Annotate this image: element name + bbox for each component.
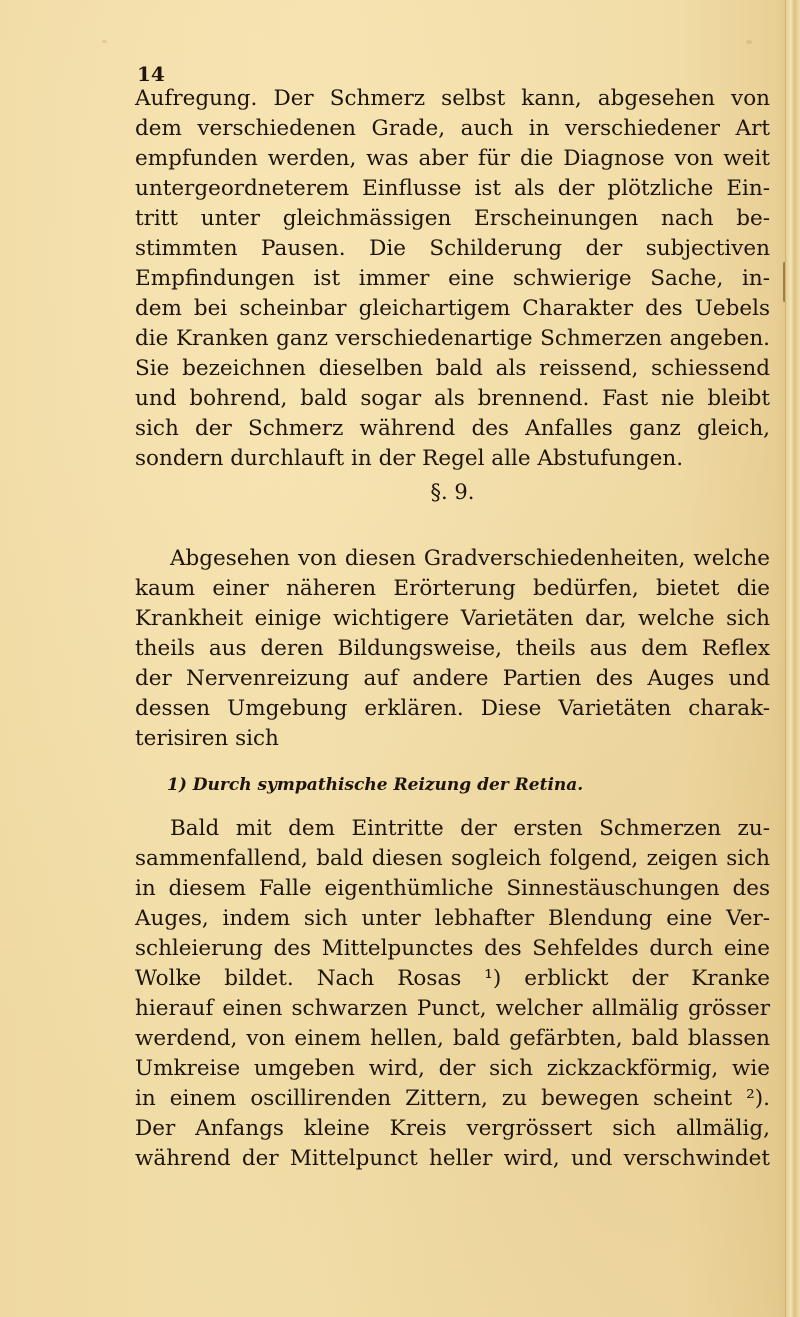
text-line: Empfindungen ist immer eine schwierige Sache, in- xyxy=(135,266,770,291)
text-line: Aufregung. Der Schmerz selbst kann, abgesehen von xyxy=(135,86,770,111)
text-line: terisiren sich xyxy=(135,726,279,751)
text-line: Bald mit dem Eintritte der ersten Schmerzen zu- xyxy=(170,816,770,841)
subsection-heading: 1) Durch sympathische Reizung der Retina. xyxy=(167,775,584,795)
page-edge xyxy=(785,0,800,1317)
text-line: Sie bezeichnen dieselben bald als reissend, schiessend xyxy=(135,356,770,381)
text-line: der Nervenreizung auf andere Partien des Auges und xyxy=(135,666,770,691)
text-line: Abgesehen von diesen Gradverschiedenheiten, welche xyxy=(170,546,770,571)
text-line: sich der Schmerz während des Anfalles ganz gleich, xyxy=(135,416,770,441)
text-line: stimmten Pausen. Die Schilderung der subjectiven xyxy=(135,236,770,261)
text-line: Krankheit einige wichtigere Varietäten dar, welche sich xyxy=(135,606,770,631)
text-line: kaum einer näheren Erörterung bedürfen, bietet die xyxy=(135,576,770,601)
text-line: dem bei scheinbar gleichartigem Charakter des Uebels xyxy=(135,296,770,321)
text-line: Umkreise umgeben wird, der sich zickzackförmig, wie xyxy=(135,1056,770,1081)
paragraph-1 xyxy=(135,84,770,474)
text-line: in diesem Falle eigenthümliche Sinnestäuschungen des xyxy=(135,876,770,901)
paper-stain xyxy=(102,40,107,43)
text-line: schleierung des Mittelpunctes des Sehfeldes durch eine xyxy=(135,936,770,961)
text-line: in einem oscillirenden Zittern, zu bewegen scheint ²). xyxy=(135,1086,770,1111)
section-heading: §. 9. xyxy=(430,480,475,504)
text-line: tritt unter gleichmässigen Erscheinungen nach be- xyxy=(135,206,770,231)
paragraph-3 xyxy=(135,814,770,1174)
text-line: empfunden werden, was aber für die Diagnose von weit xyxy=(135,146,770,171)
text-line: sammenfallend, bald diesen sogleich folgend, zeigen sich xyxy=(135,846,770,871)
text-line: hierauf einen schwarzen Punct, welcher allmälig grösser xyxy=(135,996,770,1021)
text-line: Der Anfangs kleine Kreis vergrössert sich allmälig, xyxy=(135,1116,770,1141)
text-line: werdend, von einem hellen, bald gefärbten, bald blassen xyxy=(135,1026,770,1051)
text-line: sondern durchlauft in der Regel alle Abstufungen. xyxy=(135,446,684,471)
text-line: dessen Umgebung erklären. Diese Varietäten charak- xyxy=(135,696,770,721)
text-line: theils aus deren Bildungsweise, theils aus dem Reflex xyxy=(135,636,770,661)
text-line: während der Mittelpunct heller wird, und verschwindet xyxy=(135,1146,770,1171)
text-line: untergeordneterem Einflusse ist als der plötzliche Ein- xyxy=(135,176,770,201)
text-line: Wolke bildet. Nach Rosas ¹) erblickt der Kranke xyxy=(135,966,770,991)
text-line: und bohrend, bald sogar als brennend. Fast nie bleibt xyxy=(135,386,770,411)
page-number: 14 xyxy=(137,62,165,86)
paragraph-2 xyxy=(135,544,770,754)
text-line: dem verschiedenen Grade, auch in verschiedener Art xyxy=(135,116,770,141)
text-line: Auges, indem sich unter lebhafter Blendung eine Ver- xyxy=(135,906,770,931)
paper-stain xyxy=(746,40,752,44)
text-line: die Kranken ganz verschiedenartige Schmerzen angeben. xyxy=(135,326,770,351)
